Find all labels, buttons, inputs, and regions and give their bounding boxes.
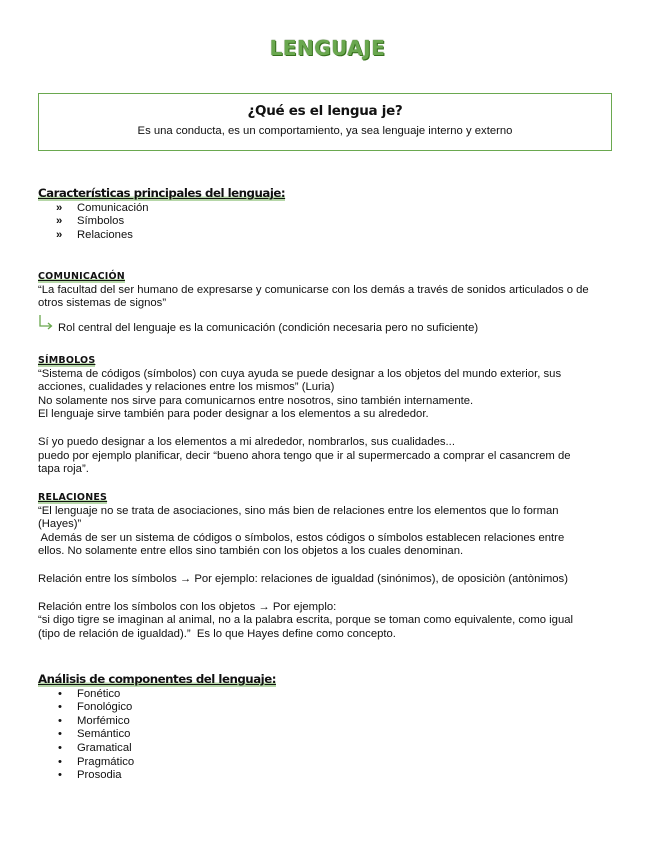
relaciones-line: Además de ser un sistema de códigos o símbolos, estos códigos o símbolos establecen relaciones entre [38,531,565,544]
list-item: • Fonológico [38,701,618,715]
list-item: » Relaciones [38,229,618,243]
comunicacion-heading: COMUNICACIÓN [38,271,125,282]
list-item: • Fonético [38,688,618,702]
relaciones-heading: RELACIONES [38,492,108,503]
list-item: • Morfémico [38,715,618,729]
list-item: • Prosodia [38,769,618,783]
relaciones-section [38,491,618,641]
simbolos-line: “Sistema de códigos (símbolos) con cuya ayuda se puede designar a los objetos del mundo exterior, sus [38,367,562,380]
relaciones-simbolos-line: Relación entre los símbolos → Por ejemplo: relaciones de igualdad (sinónimos), de oposiciòn (antònimos) [38,572,568,585]
relaciones-objetos-line: Relación entre los símbolos con los objetos → Por ejemplo: [38,600,337,613]
list-item: • Pragmático [38,756,618,770]
comunicacion-quote-2: otros sistemas de signos” [38,297,167,310]
analisis-heading: Análisis de componentes del lenguaje: [38,672,276,686]
relaciones-line: “El lenguaje no se trata de asociaciones, sino más bien de relaciones entre los elementos que lo forman [38,504,559,517]
definition-question: ¿Qué es el lengua je? [247,103,403,119]
list-item: • Semántico [38,728,618,742]
analisis-list [38,688,618,783]
simbolos-line: El lenguaje sirve también para poder designar a los elementos a su alrededor. [38,408,429,421]
definition-answer: Es una conducta, es un comportamiento, ya sea lenguaje interno y externo [137,125,513,137]
caracteristicas-list [38,202,618,243]
curved-arrow-icon [38,314,54,330]
relaciones-objetos-line: “si digo tigre se imaginan al animal, no a la palabra escrita, porque se toman como equivalente, como igual [38,614,574,627]
page-title: LENGUAJE [269,36,386,60]
caracteristicas-heading: Características principales del lenguaje: [38,186,286,200]
comunicacion-section [38,270,618,335]
simbolos-line: No solamente nos sirve para comunicarnos entre nosotros, sino también internamente. [38,394,474,407]
list-item: » Comunicación [38,202,618,216]
comunicacion-quote-1: “La facultad del ser humano de expresarse y comunicarse con los demás a través de sonidos articulados o de [38,283,589,296]
simbolos-line: tapa roja”. [38,463,89,476]
simbolos-section [38,354,618,477]
simbolos-line: Sí yo puedo designar a los elementos a mi alrededor, nombrarlos, sus cualidades... [38,435,455,448]
relaciones-line: ellos. No solamente entre ellos sino también con los objetos a los cuales denominan. [38,545,464,558]
relaciones-objetos-line: (tipo de relación de igualdad).” Es lo que Hayes define como concepto. [38,627,396,640]
analisis-section [38,672,618,783]
list-item: • Gramatical [38,742,618,756]
relaciones-line: (Hayes)” [38,518,82,531]
comunicacion-arrow-text: Rol central del lenguaje es la comunicación (condición necesaria pero no suficiente) [58,321,479,334]
caracteristicas-section [38,186,618,242]
list-item: » Símbolos [38,215,618,229]
simbolos-line: acciones, cualidades y relaciones entre los mismos” (Luria) [38,381,335,394]
definition-box [38,93,612,151]
simbolos-heading: SÍMBOLOS [38,355,96,366]
comunicacion-arrow-line [38,322,618,336]
simbolos-line: puedo por ejemplo planificar, decir “bueno ahora tengo que ir al supermercado a comprar el casancrem de [38,449,571,462]
